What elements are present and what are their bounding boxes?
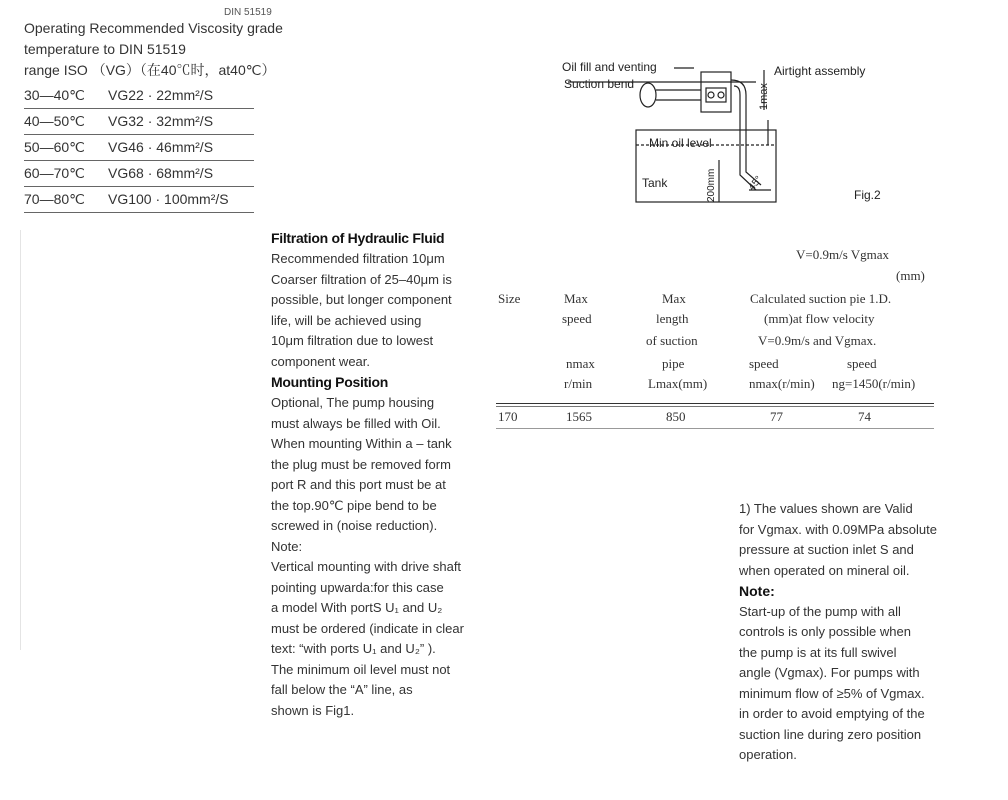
oil-fill-label: Oil fill and venting xyxy=(562,60,657,74)
col-size-header: Size xyxy=(498,291,521,306)
text-line: 10μm filtration due to lowest xyxy=(271,333,434,348)
col-speed-header: Max xyxy=(564,291,588,306)
table-rule xyxy=(496,428,934,429)
viscosity-header-line: Operating Recommended Viscosity grade xyxy=(24,20,283,36)
text-line: The minimum oil level must not xyxy=(271,661,451,677)
text-line: fall below the “A” line, as xyxy=(271,682,413,697)
text-line: port R and this port must be at xyxy=(271,477,446,492)
col-length-header: pipe xyxy=(662,356,685,371)
col-length-header: length xyxy=(656,311,689,326)
text-line: suction line during zero position xyxy=(739,726,922,742)
faint-divider xyxy=(20,230,21,650)
viscosity-grade: VG100 · 100mm²/S xyxy=(108,187,254,213)
table-rule xyxy=(496,403,934,404)
text-line: pointing upwarda:for this case xyxy=(271,579,444,595)
text-line: life, will be achieved using xyxy=(271,312,422,328)
suction-bend xyxy=(640,83,656,107)
text-line: Note: xyxy=(271,538,303,554)
table-top-right: V=0.9m/s Vgmax xyxy=(796,247,890,262)
airtight-label: Airtight assembly xyxy=(774,64,866,78)
cell-speed: 1565 xyxy=(566,409,592,424)
max-dimension-label: 1max xyxy=(758,83,770,110)
temp-range: 70—80℃ xyxy=(24,187,108,213)
col-calc-header: Calculated suction pie 1.D. xyxy=(750,291,892,306)
table-row xyxy=(24,135,254,161)
angle-label: 45° xyxy=(746,174,765,193)
viscosity-section xyxy=(24,8,324,213)
text-line: the top.90℃ pipe bend to be xyxy=(271,497,437,513)
temp-range: 50—60℃ xyxy=(24,135,108,161)
figure-caption: Fig.2 xyxy=(854,188,881,202)
min-oil-label: Min oil level xyxy=(649,136,712,150)
viscosity-grade: VG68 · 68mm²/S xyxy=(108,161,254,187)
table-row xyxy=(24,187,254,213)
temp-range: 40—50℃ xyxy=(24,109,108,135)
text-line: shown is Fig1. xyxy=(271,702,355,718)
temp-range: 30—40℃ xyxy=(24,83,108,109)
text-line: Recommended filtration 10μm xyxy=(271,251,445,266)
text-line: Optional, The pump housing xyxy=(271,395,435,410)
col-calc-header: (mm)at flow velocity xyxy=(764,311,875,326)
col-speed2-header: speed xyxy=(847,356,877,371)
text-line: possible, but longer component xyxy=(271,292,452,307)
viscosity-table xyxy=(24,83,254,213)
notes-section xyxy=(739,499,944,766)
suction-bend-label: Suction bend xyxy=(564,77,635,91)
pump-port xyxy=(706,88,726,102)
col-calc-header: V=0.9m/s and Vgmax. xyxy=(758,333,877,348)
cell-size: 170 xyxy=(498,409,518,424)
mounting-heading: Mounting Position xyxy=(271,374,388,390)
text-line: when operated on mineral oil. xyxy=(739,562,910,578)
col-length-unit: Lmax(mm) xyxy=(648,376,708,391)
text-line: pressure at suction inlet S and xyxy=(739,542,914,557)
text-line: must always be filled with Oil. xyxy=(271,415,441,431)
figure-2 xyxy=(556,50,886,215)
col-speed1-unit: nmax(r/min) xyxy=(749,376,815,391)
table-row xyxy=(24,161,254,187)
text-line: When mounting Within a – tank xyxy=(271,436,452,451)
note-heading: Note: xyxy=(739,583,775,599)
text-line: screwed in (noise reduction). xyxy=(271,518,438,533)
text-line: a model With portS U₁ and U₂ xyxy=(271,600,443,615)
viscosity-grade: VG46 · 46mm²/S xyxy=(108,135,254,161)
cut-off-header: DIN 51519 xyxy=(224,8,272,18)
viscosity-header-line: temperature to DIN 51519 xyxy=(24,41,186,57)
col-speed-unit: r/min xyxy=(564,376,593,391)
text-line: the plug must be removed form xyxy=(271,456,451,472)
table-top-unit: (mm) xyxy=(896,268,925,283)
table-row xyxy=(24,83,254,109)
text-line: operation. xyxy=(739,747,797,762)
text-line: text: “with ports U₁ and U₂” ). xyxy=(271,641,436,656)
cell-length: 850 xyxy=(666,409,686,424)
text-line: Vertical mounting with drive shaft xyxy=(271,559,462,574)
viscosity-header-line: range ISO （VG）（在40℃时，at40℃） xyxy=(24,62,276,78)
text-line: in order to avoid emptying of the xyxy=(739,706,925,721)
text-line: the pump is at its full swivel xyxy=(739,644,897,660)
col-length-header: of suction xyxy=(646,333,698,348)
text-line: minimum flow of ≥5% of Vgmax. xyxy=(739,685,925,701)
text-line: for Vgmax. with 0.09MPa absolute xyxy=(739,521,937,537)
col-speed-header: speed xyxy=(562,311,592,326)
cell-v1: 77 xyxy=(770,409,783,424)
col-speed-unit: nmax xyxy=(566,356,595,371)
col-speed2-unit: ng=1450(r/min) xyxy=(832,376,916,391)
text-line: angle (Vgmax). For pumps with xyxy=(739,665,920,680)
cell-v2: 74 xyxy=(858,409,871,424)
text-line: component wear. xyxy=(271,353,371,369)
text-line: controls is only possible when xyxy=(739,624,911,639)
suction-pipe-table xyxy=(496,244,936,434)
table-row xyxy=(24,109,254,135)
suction-pipe xyxy=(731,80,746,145)
viscosity-grade: VG22 · 22mm²/S xyxy=(108,83,254,109)
viscosity-grade: VG32 · 32mm²/S xyxy=(108,109,254,135)
text-line: 1) The values shown are Valid xyxy=(739,501,913,516)
depth-dimension-label: 200mm xyxy=(706,168,717,202)
filtration-heading: Filtration of Hydraulic Fluid xyxy=(271,230,445,246)
text-line: Coarser filtration of 25–40μm is xyxy=(271,271,452,287)
temp-range: 60—70℃ xyxy=(24,161,108,187)
tank-label: Tank xyxy=(642,176,668,190)
col-length-header: Max xyxy=(662,291,686,306)
table-rule xyxy=(496,406,934,407)
text-line: Start-up of the pump with all xyxy=(739,603,901,619)
text-line: must be ordered (indicate in clear xyxy=(271,620,464,636)
col-speed1-header: speed xyxy=(749,356,779,371)
filtration-section xyxy=(271,228,471,721)
